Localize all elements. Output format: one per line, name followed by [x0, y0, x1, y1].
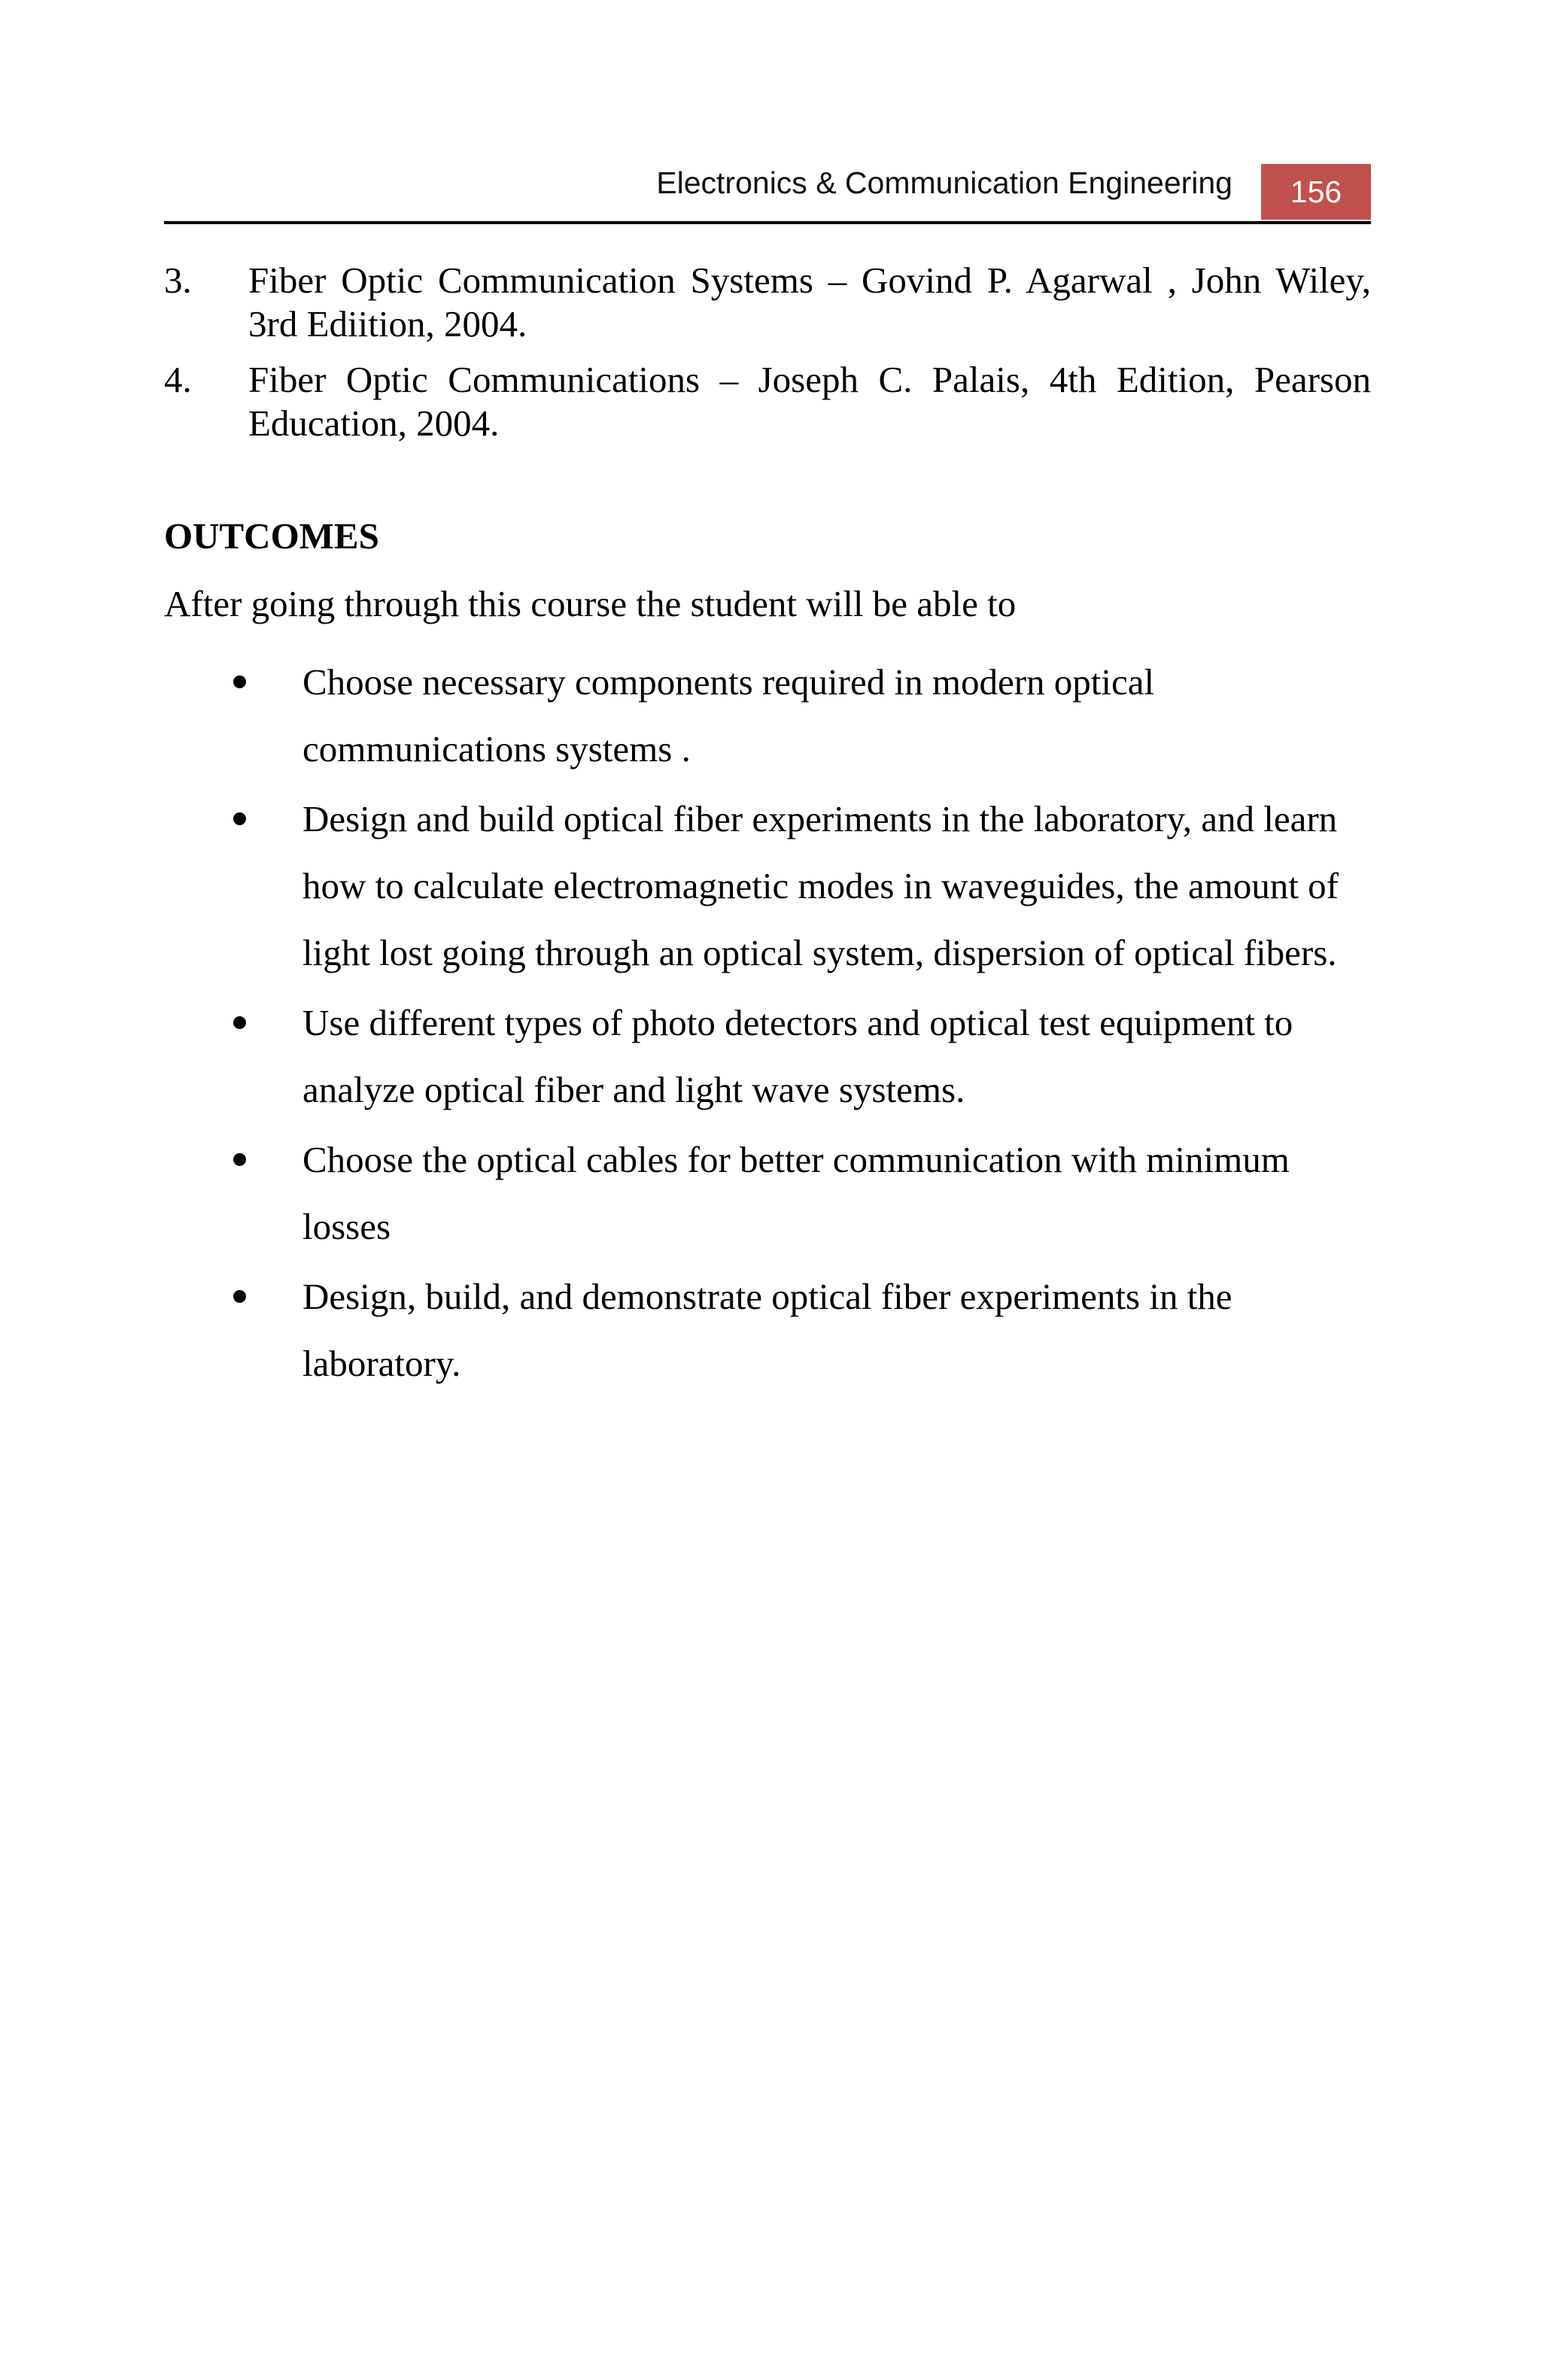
reference-number: 3. [164, 260, 192, 301]
outcome-text: Use different types of photo detectors and optical test equipment to analyze optical fiber and light wave systems. [302, 1002, 1293, 1110]
bullet-icon [233, 1153, 246, 1166]
header-title: Electronics & Communication Engineering [656, 165, 1232, 200]
reference-item [164, 358, 1371, 445]
outcome-text: Design, build, and demonstrate optical fiber experiments in the laboratory. [302, 1276, 1232, 1384]
page-number-badge: 156 [1261, 164, 1371, 220]
reference-text: Fiber Optic Communications – Joseph C. Palais, 4th Edition, Pearson Education, 2004. [248, 359, 1371, 444]
bullet-icon [233, 812, 246, 825]
outcomes-heading: OUTCOMES [164, 515, 379, 557]
outcomes-intro: After going through this course the student will be able to [164, 583, 1017, 624]
reference-number: 4. [164, 359, 192, 400]
outcome-text: Choose the optical cables for better communication with minimum losses [302, 1139, 1290, 1247]
bullet-icon [233, 1016, 246, 1029]
outcome-text: Choose necessary components required in modern optical communications systems . [302, 661, 1155, 770]
outcome-item [226, 1263, 1369, 1397]
outcome-item [226, 785, 1369, 986]
reference-text: Fiber Optic Communication Systems – Govind P. Agarwal , John Wiley, 3rd Ediition, 2004. [248, 260, 1371, 345]
outcome-text: Design and build optical fiber experiments in the laboratory, and learn how to calculate electromagnetic modes in waveguides, the amount of light lost going through an optical system, dispersion of optical fibers. [302, 798, 1339, 973]
bullet-icon [233, 675, 246, 688]
outcome-item [226, 989, 1369, 1123]
reference-item [164, 259, 1371, 346]
reference-list [164, 259, 1371, 457]
outcome-item [226, 1126, 1369, 1260]
outcome-item [226, 648, 1369, 782]
page-header [164, 162, 1371, 224]
outcomes-list [226, 648, 1369, 1400]
bullet-icon [233, 1290, 246, 1303]
